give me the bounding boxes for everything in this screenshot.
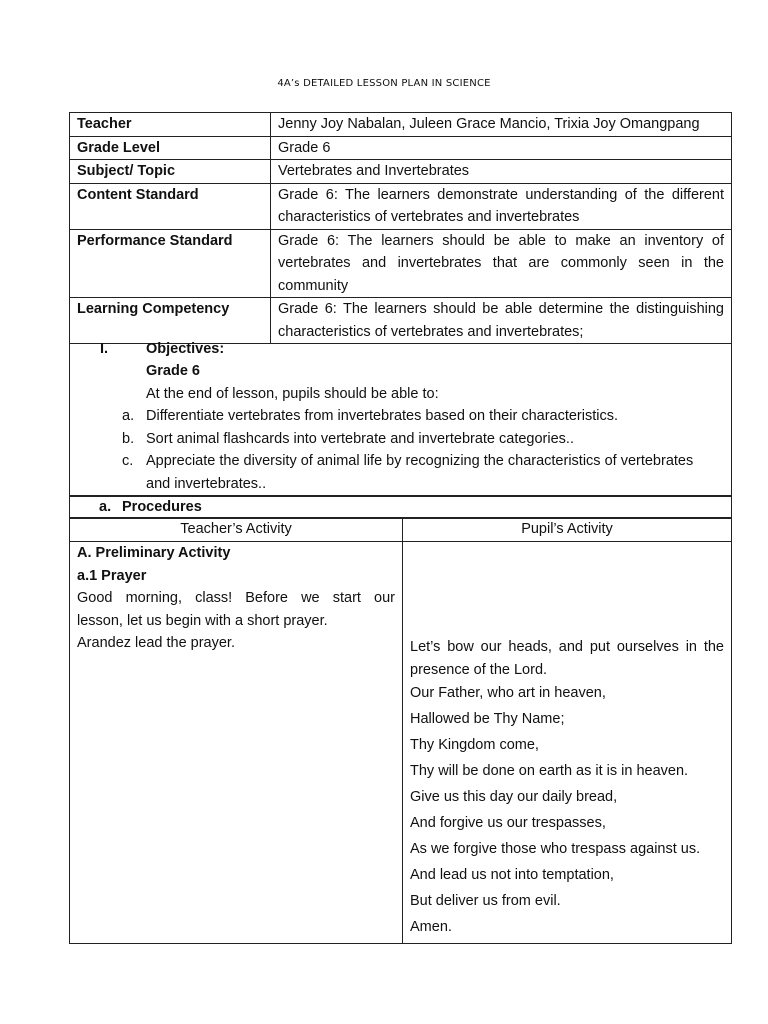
info-row [70, 183, 732, 229]
preliminary-activity-heading: A. Preliminary Activity [77, 545, 231, 561]
prayer-line: Thy Kingdom come, [410, 737, 539, 753]
pupil-lead-text: Let’s bow our heads, and put ourselves in the presence of the Lord. [410, 639, 724, 678]
objective-item [70, 405, 733, 428]
info-value: Grade 6: The learners should be able determine the distinguishing characteristics of vertebrates and invertebrates; [271, 298, 732, 344]
prayer-line: Amen. [410, 919, 452, 935]
prayer-line: And forgive us our trespasses, [410, 815, 606, 831]
objective-marker: b. [122, 430, 135, 447]
objectives-number: I. [100, 341, 109, 357]
info-value: Grade 6: The learners demonstrate understanding of the different characteristics of vertebrates and invertebrates [271, 183, 732, 229]
objectives-heading [100, 338, 224, 361]
objectives-list [70, 405, 733, 495]
activity-header-row [70, 519, 732, 542]
pupil-activity-header: Pupil’s Activity [403, 519, 732, 542]
prayer-line: But deliver us from evil. [410, 893, 561, 909]
objective-item [70, 450, 733, 495]
objectives-section [69, 339, 732, 496]
teacher-instruction: Arandez lead the prayer. [77, 635, 235, 651]
info-value: Jenny Joy Nabalan, Juleen Grace Mancio, Trixia Joy Omangpang [271, 113, 732, 137]
prayer-line: Our Father, who art in heaven, [410, 685, 606, 701]
procedures-label: Procedures [122, 499, 202, 515]
objective-text: Differentiate vertebrates from invertebrates based on their characteristics. [146, 408, 619, 424]
teacher-activity-header: Teacher’s Activity [70, 519, 403, 542]
info-value: Grade 6 [271, 136, 732, 160]
objective-text: Sort animal flashcards into vertebrate and invertebrate categories.. [146, 430, 574, 447]
prayer-line: As we forgive those who trespass against us. [410, 841, 701, 857]
activity-table [69, 518, 732, 944]
info-label: Performance Standard [70, 229, 271, 298]
prayer-subheading: a.1 Prayer [77, 567, 147, 584]
info-value: Vertebrates and Invertebrates [271, 160, 732, 184]
prayer-line: Thy will be done on earth as it is in heaven. [410, 763, 689, 779]
objectives-label: Objectives: [146, 341, 225, 357]
document-title: 4A’s DETAILED LESSON PLAN IN SCIENCE [277, 78, 491, 89]
activity-row [70, 542, 732, 944]
lesson-info-table [69, 112, 732, 344]
info-row [70, 113, 732, 137]
info-row [70, 136, 732, 160]
prayer-lines [410, 680, 724, 940]
prayer-line: Hallowed be Thy Name; [410, 711, 565, 727]
objectives-intro: At the end of lesson, pupils should be able to: [146, 386, 439, 402]
info-row [70, 229, 732, 298]
teacher-activity-cell [70, 542, 403, 944]
procedures-marker: a. [99, 499, 112, 515]
info-label: Learning Competency [70, 298, 271, 344]
objective-text: Appreciate the diversity of animal life by recognizing the characteristics of vertebrates and invertebrates.. [146, 453, 694, 492]
procedures-heading [69, 496, 732, 518]
objective-marker: c. [122, 453, 134, 469]
teacher-greeting-line: lesson, let us begin with a short prayer. [77, 612, 328, 629]
prayer-line: And lead us not into temptation, [410, 867, 614, 883]
info-label: Grade Level [70, 136, 271, 160]
teacher-greeting-line: Good morning, class! Before we start our [77, 590, 395, 606]
prayer-line: Give us this day our daily bread, [410, 789, 618, 805]
objectives-grade: Grade 6 [146, 363, 200, 379]
info-label: Content Standard [70, 183, 271, 229]
info-row [70, 298, 732, 344]
pupil-activity-cell [403, 542, 732, 944]
info-value: Grade 6: The learners should be able to make an inventory of vertebrates and invertebrates that are commonly seen in the community [271, 229, 732, 298]
info-label: Teacher [70, 113, 271, 137]
info-label: Subject/ Topic [70, 160, 271, 184]
info-row [70, 160, 732, 184]
objective-marker: a. [122, 408, 135, 424]
objective-item [70, 428, 733, 451]
